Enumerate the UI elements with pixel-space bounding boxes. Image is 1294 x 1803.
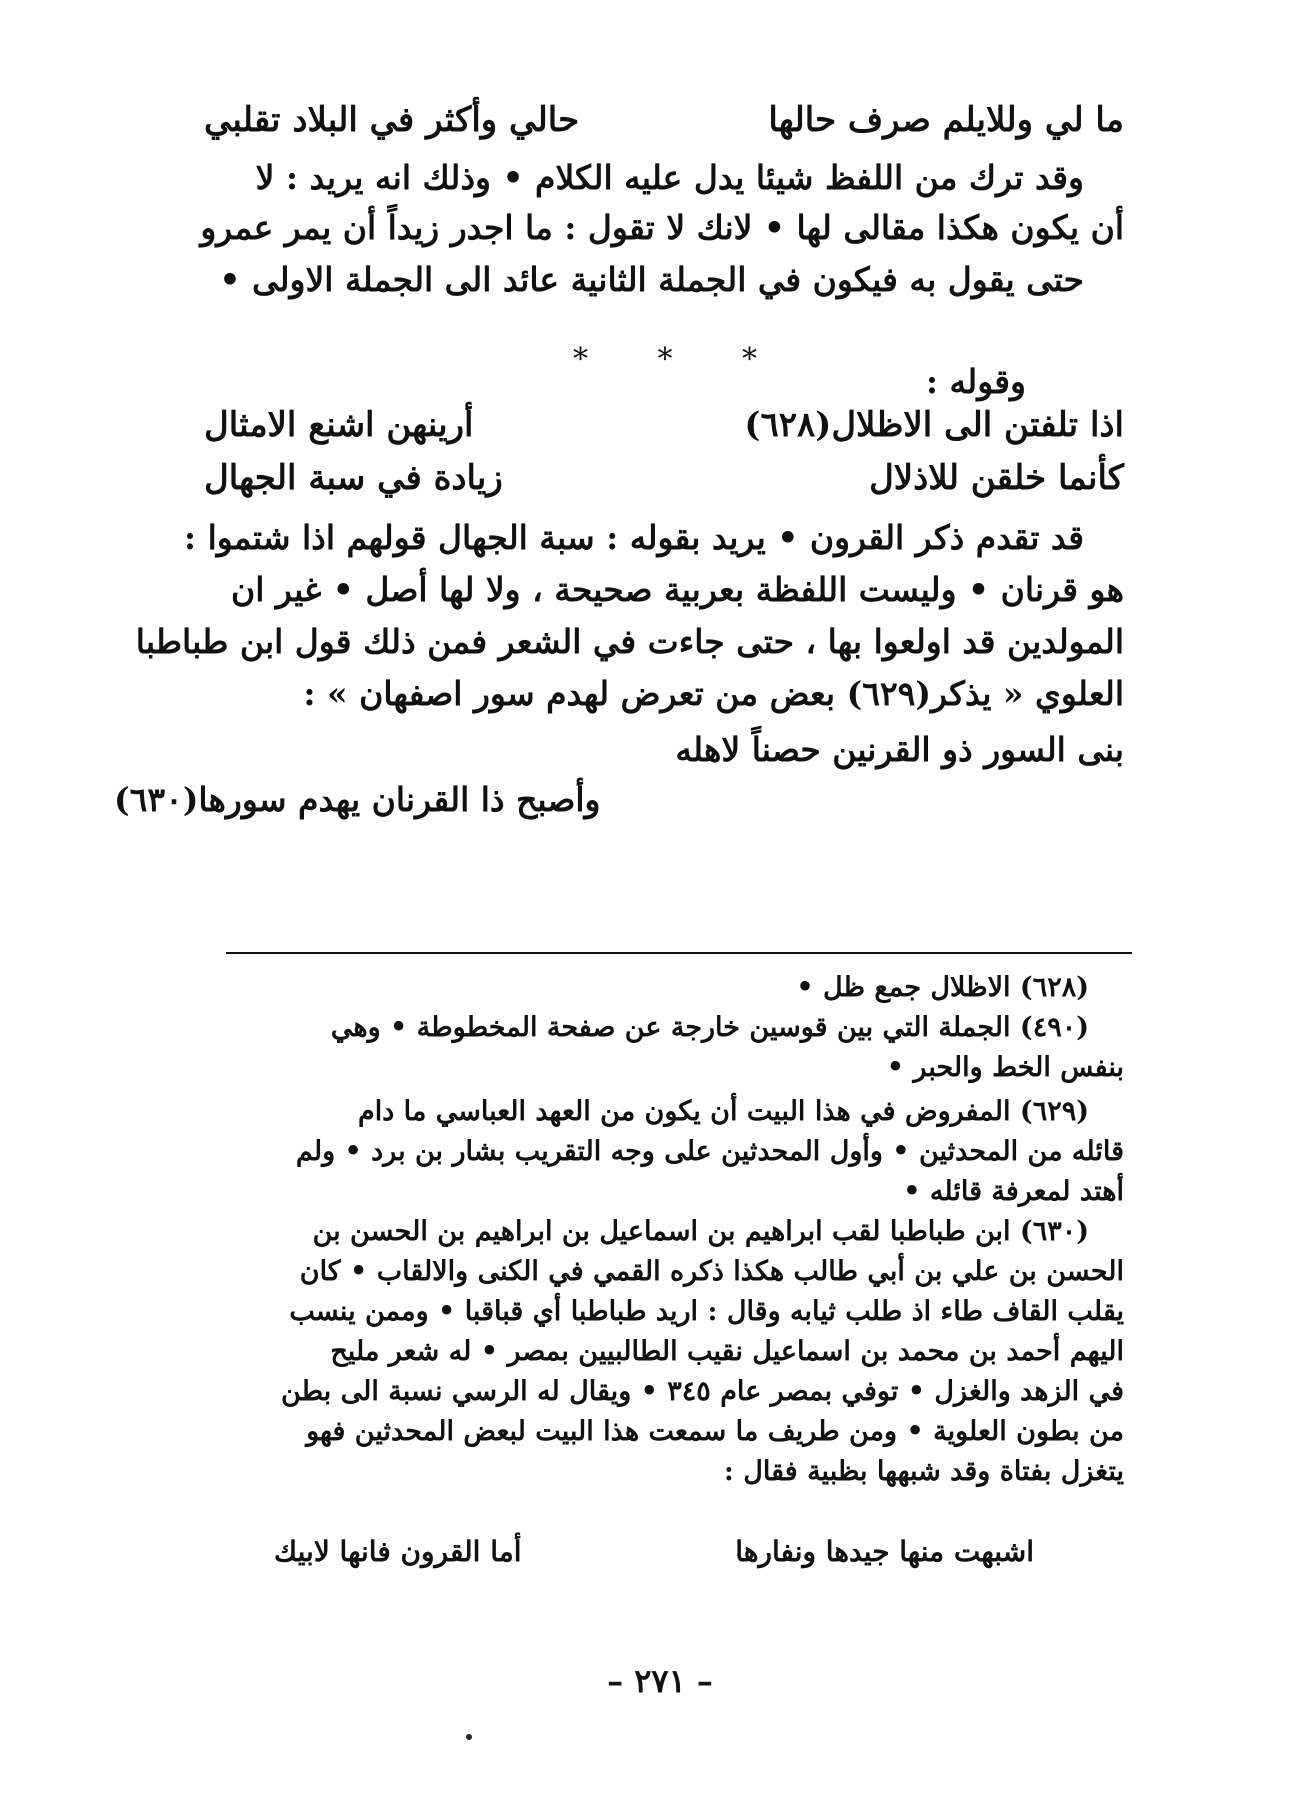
text-line: وقد ترك من اللفظ شيئا يدل عليه الكلام • وذلك انه يريد : لا xyxy=(255,158,1084,197)
footnote-628 xyxy=(204,968,1089,1008)
footnote-text: قائله من المحدثين • وأول المحدثين على وجه التقريب بشار بن برد • ولم xyxy=(295,1136,1124,1167)
verse-hemistich-first: ما لي وللايلم صرف حالها xyxy=(768,100,1124,140)
footnote-text: من بطون العلوية • ومن طريف ما سمعت هذا البيت لبعض المحدثين فهو xyxy=(306,1416,1124,1447)
footnote-text: أهتد لمعرفة قائله • xyxy=(903,1176,1124,1207)
footnote-629 xyxy=(204,1092,1124,1212)
footnote-text: (٦٢٨) الاظلال جمع ظل • xyxy=(796,972,1089,1003)
verse-hemistich-second: حالي وأكثر في البلاد تقلبي xyxy=(204,100,580,140)
verse-line xyxy=(204,458,1124,508)
verse-hemistich-second: زيادة في سبة الجهال xyxy=(204,458,503,498)
footnote-text: في الزهد والغزل • توفي بمصر عام ٣٤٥ • ويقال له الرسي نسبة الى بطن xyxy=(281,1376,1124,1407)
footnote-text: يقلب القاف طاء اذ طلب ثيابه وقال : اريد طباطبا أي قباقبا • وممن ينسب xyxy=(289,1296,1124,1327)
footnote-verse xyxy=(274,1535,1034,1575)
text-line: المولدين قد اولعوا بها ، حتى جاءت في الشعر فمن ذلك قول ابن طباطبا xyxy=(135,622,1124,661)
text-line: أن يكون هكذا مقالى لها • لانك لا تقول : ما اجدر زيداً أن يمر عمرو xyxy=(200,208,1124,247)
footnote-text: يتغزل بفتاة وقد شبهها بظبية فقال : xyxy=(723,1456,1124,1487)
verse-hemistich-second: أرينهن اشنع الامثال xyxy=(204,405,474,445)
ink-speck xyxy=(466,1734,472,1740)
footnote-text: (٤٩٠) الجملة التي بين قوسين خارجة عن صفحة المخطوطة • وهي xyxy=(330,1012,1089,1043)
footnote-630 xyxy=(204,1212,1124,1492)
footnote-text: (٦٢٩) المفروض في هذا البيت أن يكون من العهد العباسي ما دام xyxy=(357,1096,1089,1127)
section-separator: * * * xyxy=(572,342,788,377)
footnote-divider xyxy=(226,952,1132,954)
text-line: حتى يقول به فيكون في الجملة الثانية عائد الى الجملة الاولى • xyxy=(219,260,1084,299)
verse-line xyxy=(204,405,1124,455)
verse-line-first: بنى السور ذو القرنين حصناً لاهله xyxy=(675,730,1124,769)
verse-opening xyxy=(204,100,1124,150)
footnote-490 xyxy=(204,1008,1124,1088)
footnote-text: (٦٣٠) ابن طباطبا لقب ابراهيم بن اسماعيل بن ابراهيم بن الحسن بن xyxy=(312,1216,1089,1247)
verse-hemistich-first: كأنما خلقن للاذلال xyxy=(869,458,1124,498)
verse-hemistich-first: اشبهت منها جيدها ونفارها xyxy=(735,1535,1034,1568)
footnote-text: اليهم أحمد بن محمد بن اسماعيل نقيب الطالبيين بمصر • له شعر مليح xyxy=(330,1336,1124,1367)
text-line: هو قرنان • وليست اللفظة بعربية صحيحة ، ولا لها أصل • غير ان xyxy=(231,570,1124,609)
footnote-text: بنفس الخط والحبر • xyxy=(886,1052,1124,1083)
verse-intro: وقوله : xyxy=(925,362,1026,401)
footnote-text: الحسن بن علي بن أبي طالب هكذا ذكره القمي في الكنى والالقاب • كان xyxy=(299,1256,1124,1287)
text-line: قد تقدم ذكر القرون • يريد بقوله : سبة الجهال قولهم اذا شتموا : xyxy=(183,518,1084,557)
page-number: – ٢٧١ – xyxy=(607,1662,713,1700)
text-line: العلوي « يذكر(٦٢٩) بعض من تعرض لهدم سور اصفهان » : xyxy=(303,674,1124,713)
verse-hemistich-first: اذا تلفتن الى الاظلال(٦٢٨) xyxy=(744,405,1124,445)
verse-line-second: وأصبح ذا القرنان يهدم سورها(٦٣٠) xyxy=(114,780,601,819)
verse-hemistich-second: أما القرون فانها لابيك xyxy=(274,1535,522,1568)
